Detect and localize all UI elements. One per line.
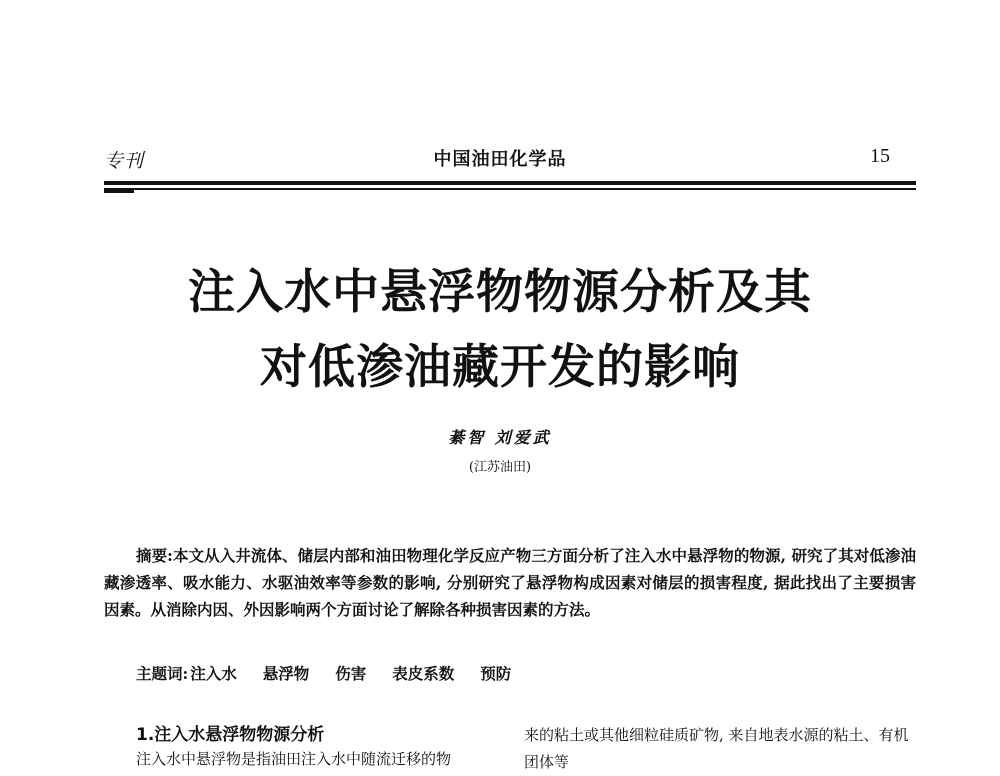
journal-tag: 专刊 [104, 150, 145, 172]
journal-name: 中国油田化学品 [433, 149, 567, 170]
abstract [104, 542, 916, 623]
keyword: 伤害 [335, 664, 367, 683]
page-number: 15 [870, 145, 890, 167]
header-rule-thin [104, 188, 916, 190]
header-rule-accent [104, 190, 134, 193]
keyword: 表皮系数 [392, 664, 455, 683]
left-column-text: 注入水中悬浮物是指油田注入水中随流迁移的物 [136, 750, 452, 768]
right-column-text: 来的粘土或其他细粒硅质矿物, 来自地表水源的粘土、有机团体等 [524, 726, 909, 771]
header-rule-thick [104, 181, 916, 185]
keyword: 悬浮物 [262, 664, 310, 683]
abstract-label: 摘要: [136, 546, 173, 565]
keyword: 预防 [480, 664, 512, 683]
keywords-label: 主题词: [136, 664, 189, 683]
affiliation: (江苏油田) [468, 460, 532, 475]
keyword: 注入水 [190, 664, 237, 683]
authors: 綦智 刘爱武 [448, 428, 552, 447]
section-heading: 1.注入水悬浮物物源分析 [136, 725, 325, 745]
article-title-line2: 对低渗油藏开发的影响 [260, 340, 740, 395]
article-title-line1: 注入水中悬浮物物源分析及其 [188, 265, 812, 320]
keywords [136, 662, 511, 684]
abstract-text: 本文从入井流体、储层内部和油田物理化学反应产物三方面分析了注入水中悬浮物的物源, 研究了其对低渗油藏渗透率、吸水能力、水驱油效率等参数的影响, 分别研究了悬浮物构成因素对储层的损害程度, 据此找出了主要损害因素。从消除内因、外因影响两个方面讨论了解除各种损害因素的方法。 [104, 546, 916, 619]
